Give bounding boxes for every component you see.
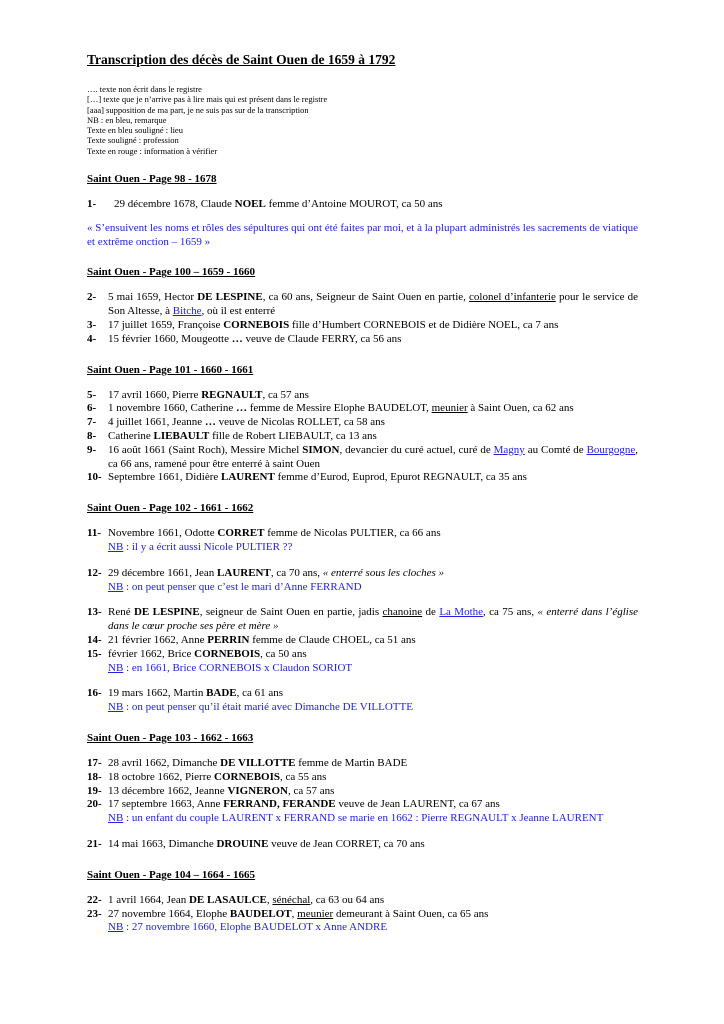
entry-number: 1- (87, 198, 97, 211)
profession-text: sénéchal (272, 893, 311, 906)
entry-5 (87, 389, 638, 403)
entry-12 (87, 567, 638, 595)
entry-surname: CORNEBOIS (223, 319, 290, 332)
entry-11 (87, 527, 638, 555)
entry-number: 6- (87, 402, 97, 415)
entry-text: femme d’Antoine MOUROT, ca 50 ans (265, 198, 443, 211)
entry-number: 19- (87, 784, 102, 797)
nb-label: NB (108, 661, 124, 674)
entry-text: , ca 60 ans, Seigneur de Saint Ouen en partie, (262, 291, 470, 304)
entry-surname: … (231, 332, 243, 345)
entry-text: 13 décembre 1662, Jeanne (108, 784, 228, 797)
section-heading-page-103: Saint Ouen - Page 103 - 1662 - 1663 (87, 732, 254, 744)
entry-1 (87, 198, 638, 212)
entry-number: 2- (87, 291, 97, 304)
entry-text: , devancier du curé actuel, curé de (339, 443, 494, 456)
entry-23 (87, 908, 638, 936)
nb-remark: : on peut penser que c’est le mari d’Anne FERRAND (123, 580, 362, 593)
entry-text: fille d’Humbert CORNEBOIS et de Didière NOEL, ca 7 ans (289, 319, 559, 332)
entry-text: , seigneur de Saint Ouen en partie, jadis (199, 606, 383, 619)
entry-surname: PERRIN (207, 634, 250, 647)
entry-text: , (266, 893, 273, 906)
entry-surname: LIEBAULT (153, 430, 210, 443)
place-link[interactable]: Bitche (172, 305, 202, 318)
entry-text: veuve de Jean CORRET, ca 70 ans (268, 837, 425, 850)
entry-number: 13- (87, 606, 102, 619)
entry-number: 5- (87, 388, 97, 401)
entry-number: 16- (87, 687, 102, 700)
entry-text: femme de Nicolas PULTIER, ca 66 ans (264, 527, 441, 540)
entry-text: demeurant à Saint Ouen, ca 65 ans (333, 907, 489, 920)
entry-number: 3- (87, 319, 97, 332)
entry-list (87, 389, 638, 486)
entry-surname: FERRAND, FERANDE (223, 798, 336, 811)
entry-number: 11- (87, 527, 102, 540)
entry-surname: DROUINE (216, 837, 269, 850)
entry-13 (87, 606, 638, 634)
entry-surname: NOEL (234, 198, 266, 211)
entry-7 (87, 416, 638, 430)
profession-text: chanoine (382, 606, 423, 619)
nb-label: NB (108, 701, 124, 714)
entry-text: au Comté de (524, 443, 587, 456)
legend-line: …. texte non écrit dans le registre (87, 84, 202, 94)
entry-text: 1 avril 1664, Jean (108, 893, 189, 906)
entry-3 (87, 319, 638, 333)
entry-surname: DE LESPINE (133, 606, 200, 619)
entry-text: Catherine (108, 430, 154, 443)
quote-text: « enterré sous les cloches » (322, 566, 445, 579)
entry-number: 4- (87, 332, 97, 345)
entry-surname: CORNEBOIS (194, 647, 261, 660)
page-title: Transcription des décès de Saint Ouen de 1659 à 1792 (87, 52, 396, 67)
document-page (87, 52, 638, 935)
entry-number: 17- (87, 757, 102, 769)
entry-surname: CORNEBOIS (214, 770, 281, 783)
entry-surname: CORRET (217, 527, 265, 540)
entry-21 (87, 838, 638, 852)
nb-label: NB (108, 580, 124, 593)
entry-text: , (291, 907, 298, 920)
entry-text: Septembre 1661, Didière (108, 471, 222, 484)
nb-remark: : un enfant du couple LAURENT x FERRAND se marie en 1662 : Pierre REGNAULT x Jeanne LAURENT (123, 812, 604, 825)
entry-text: veuve de Jean LAURENT, ca 67 ans (335, 798, 500, 811)
entry-text: 5 mai 1659, Hector (108, 291, 198, 304)
section-heading-page-101: Saint Ouen - Page 101 - 1660 - 1661 (87, 363, 254, 376)
entry-text: 18 octobre 1662, Pierre (108, 770, 214, 783)
entry-surname: … (204, 416, 216, 429)
section-heading-page-102: Saint Ouen - Page 102 - 1661 - 1662 (87, 502, 254, 515)
entry-surname: … (236, 402, 247, 415)
nb-label: NB (108, 812, 124, 825)
section-heading-page-100: Saint Ouen - Page 100 – 1659 - 1660 (87, 266, 256, 279)
profession-text: colonel d’infanterie (469, 291, 556, 304)
legend-line: NB : en bleu, remarque (87, 114, 167, 125)
entry-10 (87, 471, 638, 485)
entry-number: 23- (87, 907, 102, 920)
entry-text: de (422, 606, 440, 619)
entry-text: femme de Claude CHOEL, ca 51 ans (249, 634, 416, 647)
entry-16 (87, 687, 638, 715)
entry-surname: LAURENT (221, 471, 275, 484)
entry-surname: BAUDELOT (229, 907, 292, 920)
nb-label: NB (108, 541, 124, 554)
entry-number: 10- (87, 471, 102, 484)
entry-6 (87, 402, 638, 416)
profession-text: meunier (431, 402, 468, 415)
entry-text: , ca 50 ans (260, 647, 307, 660)
entry-14 (87, 634, 638, 648)
entry-19 (87, 785, 638, 799)
entry-surname: DE VILLOTTE (220, 757, 296, 769)
entry-8 (87, 430, 638, 444)
quote-text: « enterré dans l’église dans le cœur proche ses père et mère » (108, 606, 638, 633)
entry-text: , ca 55 ans (280, 770, 327, 783)
nb-remark: : on peut penser qu’il était marié avec Dimanche DE VILLOTTE (123, 701, 413, 714)
entry-text: 29 décembre 1661, Jean (108, 566, 218, 579)
entry-list (87, 894, 638, 935)
entry-text: 4 juillet 1661, Jeanne (108, 416, 205, 429)
nb-remark: : il y a écrit aussi Nicole PULTIER ?? (123, 541, 293, 554)
entry-number: 14- (87, 634, 102, 647)
section-heading-page-104: Saint Ouen - Page 104 – 1664 - 1665 (87, 868, 256, 881)
entry-number: 8- (87, 430, 97, 443)
entry-2 (87, 291, 638, 319)
entry-number: 15- (87, 647, 102, 660)
entry-text: 17 juillet 1659, Françoise (108, 319, 224, 332)
entry-20 (87, 798, 638, 826)
entry-surname: SIMON (302, 443, 340, 456)
entry-text: 21 février 1662, Anne (108, 634, 208, 647)
place-link[interactable]: La Mothe (439, 606, 484, 619)
entry-surname: DE LESPINE (197, 291, 263, 304)
entry-text: 14 mai 1663, Dimanche (108, 837, 217, 850)
entry-list (87, 757, 638, 852)
entry-text: René (108, 606, 134, 619)
entry-surname: LAURENT (217, 566, 271, 579)
nb-remark: : 27 novembre 1660, Elophe BAUDELOT x Anne ANDRE (123, 921, 388, 934)
entry-number: 18- (87, 770, 102, 783)
entry-surname: REGNAULT (201, 388, 263, 401)
entry-list (87, 527, 638, 715)
entry-text: , ca 57 ans (262, 388, 309, 401)
entry-text: femme d’Eurod, Euprod, Epurot REGNAULT, ca 35 ans (274, 471, 527, 484)
entry-text: 19 mars 1662, Martin (108, 687, 207, 700)
nb-label: NB (108, 921, 124, 934)
legend-line: Texte en bleu souligné : lieu (87, 125, 183, 136)
section-heading-page-98: Saint Ouen - Page 98 - 1678 (87, 173, 217, 186)
entry-number: 21- (87, 837, 102, 850)
entry-9 (87, 444, 638, 472)
entry-text: février 1662, Brice (108, 647, 195, 660)
remark-text: « S’ensuivent les noms et rôles des sépultures qui ont été faites par moi, et à la plupart administrés les sacrements de viatique et extrême onction – 1659 » (87, 221, 638, 248)
place-link[interactable]: Bourgogne (586, 443, 636, 456)
entry-text: , ca 70 ans, (270, 566, 323, 579)
entry-number: 12- (87, 566, 102, 579)
nb-remark: : en 1661, Brice CORNEBOIS x Claudon SORIOT (123, 661, 353, 674)
entry-text: fille de Robert LIEBAULT, ca 13 ans (209, 430, 377, 443)
entry-text: , ca 61 ans (236, 687, 284, 700)
entry-17 (87, 757, 638, 771)
entry-text: , ca 66 ans, ramené pour être enterré à saint Ouen (108, 443, 638, 470)
entry-text: Novembre 1661, Odotte (108, 527, 218, 540)
entry-22 (87, 894, 638, 908)
entry-text: veuve de Nicolas ROLLET, ca 58 ans (215, 416, 385, 429)
entry-text: pour le service de Son Altesse, à (108, 291, 638, 318)
entry-text: 28 avril 1662, Dimanche (108, 757, 221, 769)
entry-text: 1 novembre 1660, Catherine (108, 402, 236, 415)
entry-text: femme de Messire Elophe BAUDELOT, (247, 402, 432, 415)
place-link[interactable]: Magny (493, 443, 525, 456)
entry-text: 27 novembre 1664, Elophe (108, 907, 230, 920)
entry-text: 17 septembre 1663, Anne (108, 798, 224, 811)
legend (87, 84, 638, 156)
legend-line: […] texte que je n’arrive pas à lire mais qui est présent dans le registre (87, 94, 328, 105)
entry-text: 17 avril 1660, Pierre (108, 388, 202, 401)
entry-list (87, 291, 638, 346)
entry-text: , ca 63 ou 64 ans (310, 893, 385, 906)
entry-number: 22- (87, 893, 102, 906)
entry-text: femme de Martin BADE (295, 757, 408, 769)
entry-text: veuve de Claude FERRY, ca 56 ans (242, 332, 402, 345)
entry-text: , ca 75 ans, (483, 606, 538, 619)
entry-surname: VIGNERON (227, 784, 288, 797)
entry-15 (87, 648, 638, 676)
profession-text: meunier (297, 907, 334, 920)
entry-number: 20- (87, 798, 102, 811)
entry-text: 15 février 1660, Mougeotte (108, 332, 232, 345)
entry-4 (87, 333, 638, 347)
entry-text: , ca 57 ans (287, 784, 335, 797)
entry-18 (87, 771, 638, 785)
entry-number: 7- (87, 416, 97, 429)
entry-list (87, 198, 638, 212)
entry-surname: BADE (206, 687, 237, 700)
legend-line: Texte en rouge : information à vérifier (87, 145, 218, 156)
entry-surname: DE LASAULCE (188, 893, 267, 906)
legend-line: Texte souligné : profession (87, 135, 179, 146)
entry-text: , où il est enterré (201, 305, 276, 318)
legend-line: [aaa] supposition de ma part, je ne suis pas sur de la transcription (87, 104, 309, 115)
entry-text: à Saint Ouen, ca 62 ans (467, 402, 574, 415)
entry-text: 16 août 1661 (Saint Roch), Messire Michel (108, 443, 303, 456)
entry-number: 9- (87, 443, 97, 456)
entry-text: 29 décembre 1678, Claude (114, 198, 235, 211)
